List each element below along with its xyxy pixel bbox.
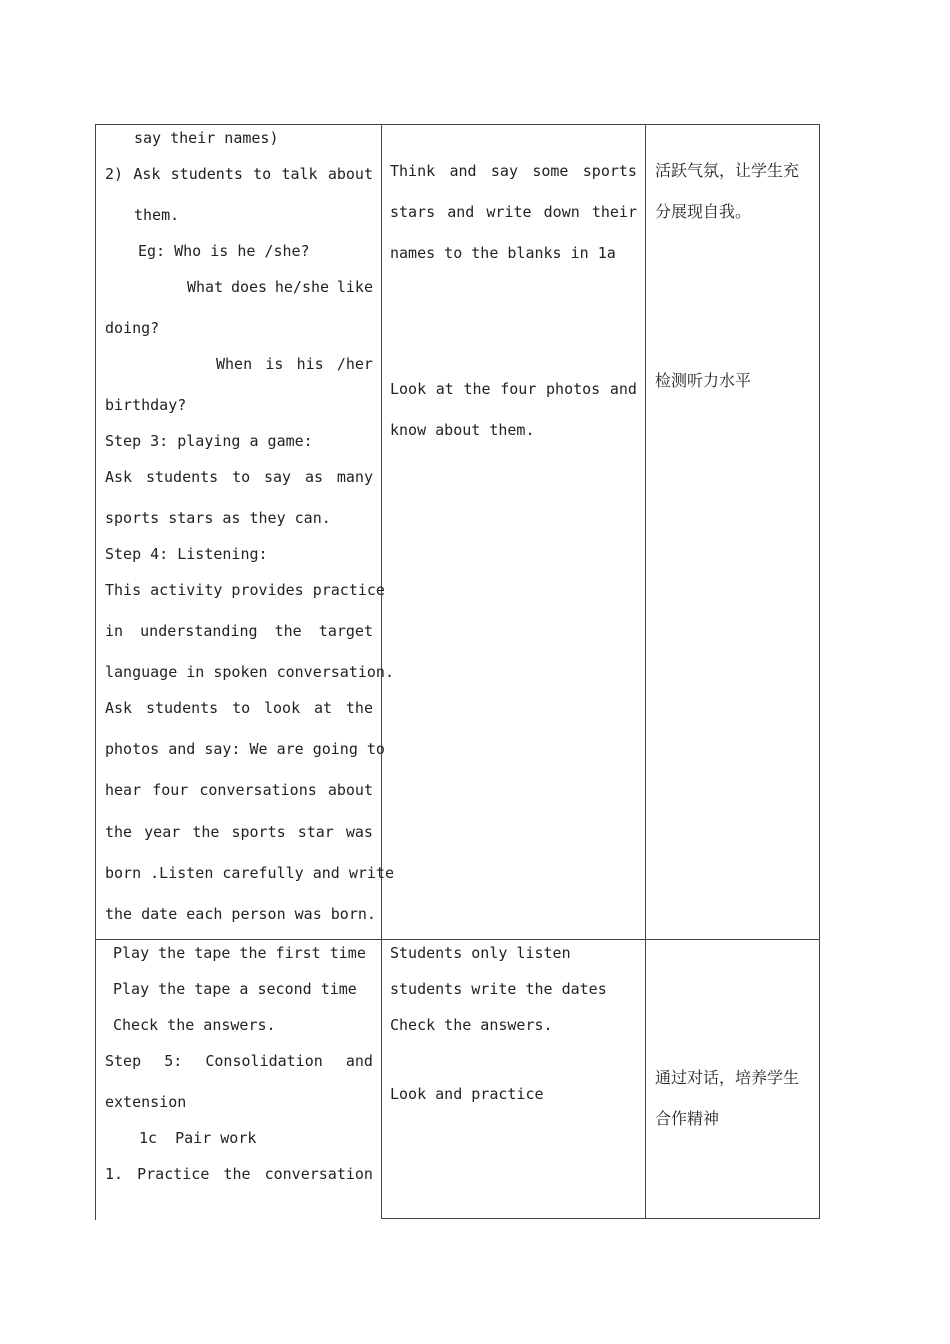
word: their <box>591 203 637 221</box>
text-line: Play the tape the first time <box>113 944 366 962</box>
word: his <box>296 355 324 373</box>
text-line: 通过对话，培养学生 <box>655 1068 800 1087</box>
word: four <box>500 380 537 398</box>
text-line: say their names) <box>134 129 279 147</box>
text-line: born .Listen carefully and write <box>105 864 394 882</box>
word: about <box>327 165 373 183</box>
word: students <box>145 468 219 486</box>
word: students <box>145 699 219 717</box>
text-line: extension <box>105 1093 187 1111</box>
text-line <box>187 277 373 297</box>
text-line: This activity provides practice <box>105 581 385 599</box>
word: write <box>486 203 532 221</box>
word: is <box>265 355 284 373</box>
text-line: Check the answers. <box>390 1016 553 1034</box>
text-line: Students only listen <box>390 944 571 962</box>
text-line <box>390 202 637 222</box>
word: in <box>105 622 124 640</box>
word: down <box>543 203 580 221</box>
text-line: Look and practice <box>390 1085 544 1103</box>
word: the <box>463 380 491 398</box>
text-line: Eg: Who is he /she? <box>138 242 310 260</box>
word: Ask <box>133 165 161 183</box>
word: the <box>223 1165 251 1183</box>
word: star <box>297 823 334 841</box>
word: understanding <box>140 622 258 640</box>
word: Think <box>390 162 436 180</box>
word: to <box>232 699 251 717</box>
word: the <box>345 699 373 717</box>
text-line: students write the dates <box>390 980 607 998</box>
word: look <box>263 699 301 717</box>
text-line <box>105 164 373 184</box>
word: say <box>263 468 292 486</box>
text-line <box>105 621 373 641</box>
text-line <box>105 780 373 800</box>
word: target <box>318 622 373 640</box>
word: year <box>144 823 181 841</box>
word: the <box>105 823 133 841</box>
word: What <box>187 278 224 296</box>
word: photos <box>546 380 601 398</box>
text-line <box>390 161 637 181</box>
text-line <box>105 822 373 842</box>
table-row-divider <box>95 939 820 940</box>
word: many <box>336 468 373 486</box>
text-line <box>105 698 373 718</box>
text-line: 检测听力水平 <box>655 371 752 390</box>
word: Step <box>105 1052 142 1070</box>
table-border-top <box>95 124 820 125</box>
word: and <box>345 1052 373 1070</box>
text-line: them. <box>134 206 180 224</box>
word: /her <box>336 355 373 373</box>
text-line: names to the blanks in 1a <box>390 244 616 262</box>
text-line: Play the tape a second time <box>113 980 357 998</box>
word: as <box>304 468 323 486</box>
word: about <box>327 781 373 799</box>
word: like <box>336 278 373 296</box>
word: 5: <box>164 1052 183 1070</box>
text-line: 合作精神 <box>655 1109 720 1128</box>
word: to <box>232 468 251 486</box>
table-column-divider-2 <box>645 124 646 1219</box>
word: he/she <box>274 278 330 296</box>
word: Practice <box>137 1165 210 1183</box>
step-heading: Step 3: playing a game: <box>105 432 313 450</box>
word: and <box>447 203 475 221</box>
word: talk <box>281 165 318 183</box>
text-line: the date each person was born. <box>105 905 376 923</box>
text-line: know about them. <box>390 421 535 439</box>
word: Consolidation <box>205 1052 323 1070</box>
word: hear <box>105 781 142 799</box>
word: sports <box>231 823 286 841</box>
text-line: birthday? <box>105 396 187 414</box>
word: 2) <box>105 165 124 183</box>
step-heading <box>105 1051 373 1071</box>
word: and <box>449 162 477 180</box>
text-line: 分展现自我。 <box>655 202 752 221</box>
word: When <box>216 355 253 373</box>
word: at <box>435 380 454 398</box>
table-border-bottom <box>381 1218 820 1219</box>
text-line <box>216 354 373 374</box>
word: conversations <box>199 781 317 799</box>
step-heading: Step 4: Listening: <box>105 545 268 563</box>
text-line: photos and say: We are going to <box>105 740 385 758</box>
word: 1. <box>105 1165 124 1183</box>
word: stars <box>390 203 436 221</box>
text-line <box>390 379 637 399</box>
word: Look <box>390 380 427 398</box>
table-border-left <box>95 124 96 1220</box>
word: at <box>313 699 333 717</box>
word: the <box>274 622 302 640</box>
word: and <box>609 380 637 398</box>
word: Ask <box>105 699 133 717</box>
text-line: language in spoken conversation. <box>105 663 394 681</box>
word: some <box>532 162 569 180</box>
text-line: sports stars as they can. <box>105 509 331 527</box>
word: conversation <box>264 1165 373 1183</box>
text-line: 1c Pair work <box>139 1129 257 1147</box>
word: students <box>170 165 243 183</box>
word: the <box>192 823 220 841</box>
word: sports <box>582 162 637 180</box>
text-line: Check the answers. <box>113 1016 276 1034</box>
text-line: doing? <box>105 319 160 337</box>
table-border-right <box>819 124 820 1219</box>
word: Ask <box>105 468 133 486</box>
text-line <box>105 1164 373 1184</box>
word: does <box>230 278 268 296</box>
text-line: 活跃气氛，让学生充 <box>655 161 800 180</box>
word: four <box>152 781 189 799</box>
word: was <box>345 823 373 841</box>
word: say <box>490 162 518 180</box>
word: to <box>253 165 272 183</box>
text-line <box>105 467 373 487</box>
